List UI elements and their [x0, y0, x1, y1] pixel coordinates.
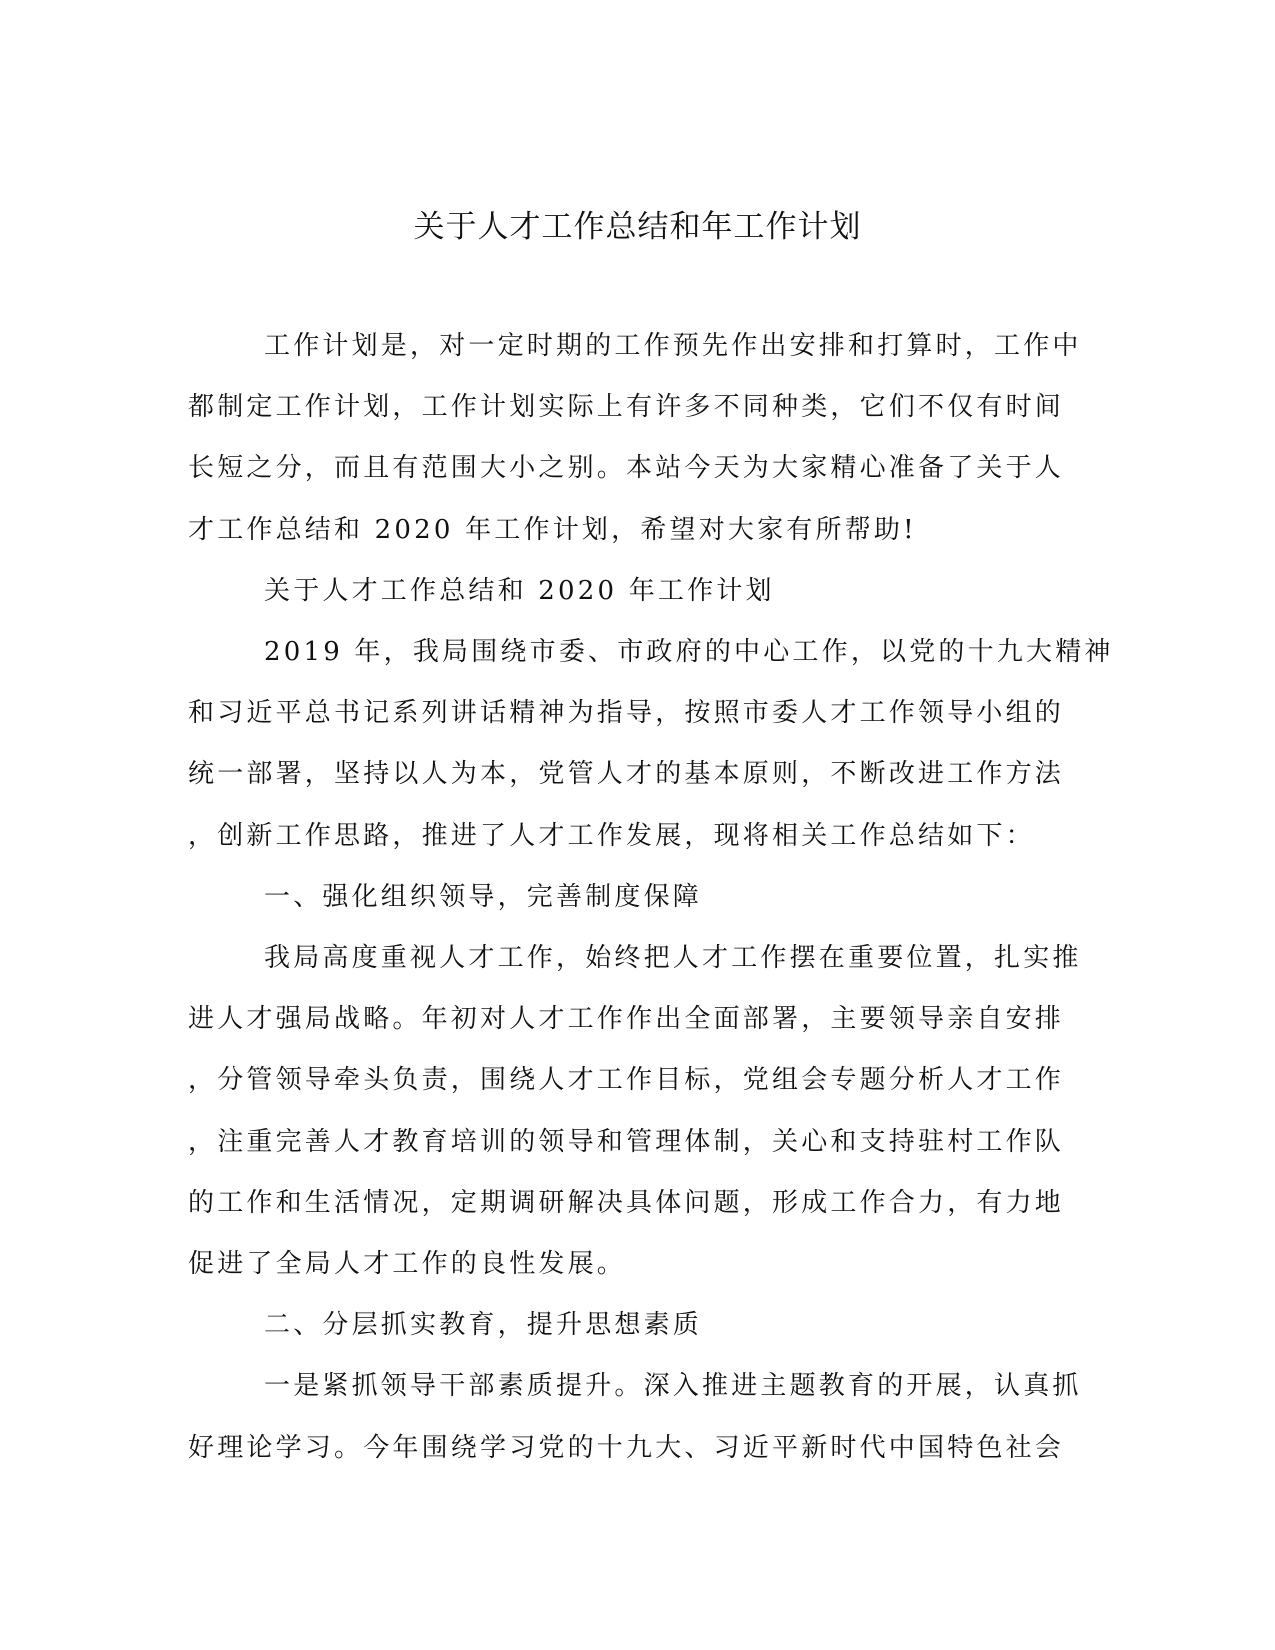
paragraph-line: 好理论学习。今年围绕学习党的十九大、习近平新时代中国特色社会 — [188, 1432, 1065, 1463]
paragraph-line: 和习近平总书记系列讲话精神为指导，按照市委人才工作领导小组的 — [188, 698, 1065, 729]
paragraph-line: 长短之分，而且有范围大小之别。本站今天为大家精心准备了关于人 — [188, 453, 1065, 484]
paragraph-line: 二、分层抓实教育，提升思想素质 — [264, 1310, 703, 1341]
paragraph — [188, 1356, 1088, 1478]
paragraph — [188, 622, 1114, 867]
paragraph — [188, 316, 1088, 561]
paragraph-line: 我局高度重视人才工作，始终把人才工作摆在重要位置，扎实推 — [264, 943, 1082, 974]
paragraph-line: 2019 年，我局围绕市委、市政府的中心工作，以党的十九大精神 — [264, 637, 1114, 668]
paragraph — [188, 867, 1088, 928]
paragraph-line: 才工作总结和 2020 年工作计划，希望对大家有所帮助! — [188, 514, 917, 545]
paragraph-line: 一是紧抓领导干部素质提升。深入推进主题教育的开展，认真抓 — [264, 1371, 1082, 1402]
paragraph-line: 都制定工作计划，工作计划实际上有许多不同种类，它们不仅有时间 — [188, 392, 1065, 423]
paragraph-line: 统一部署，坚持以人为本，党管人才的基本原则，不断改进工作方法 — [188, 759, 1065, 790]
paragraph-line: 进人才强局战略。年初对人才工作作出全面部署，主要领导亲自安排 — [188, 1004, 1065, 1035]
paragraph-line: 一、强化组织领导，完善制度保障 — [264, 881, 703, 912]
paragraph — [188, 928, 1088, 1295]
paragraph — [188, 1295, 1088, 1356]
paragraph — [188, 561, 1088, 622]
paragraph-line: 促进了全局人才工作的良性发展。 — [188, 1249, 627, 1280]
paragraph-line: 的工作和生活情况，定期调研解决具体问题，形成工作合力，有力地 — [188, 1187, 1065, 1218]
paragraph-line: ，分管领导牵头负责，围绕人才工作目标，党组会专题分析人才工作 — [188, 1065, 1065, 1096]
paragraph-line: ，注重完善人才教育培训的领导和管理体制，关心和支持驻村工作队 — [188, 1126, 1065, 1157]
paragraph-line: 关于人才工作总结和 2020 年工作计划 — [264, 575, 775, 606]
paragraph-line: ，创新工作思路，推进了人才工作发展，现将相关工作总结如下： — [188, 820, 1035, 851]
document-body — [188, 316, 1114, 1479]
paragraph-line: 工作计划是，对一定时期的工作预先作出安排和打算时，工作中 — [264, 331, 1082, 361]
document-title: 关于人才工作总结和年工作计划 — [413, 209, 862, 245]
